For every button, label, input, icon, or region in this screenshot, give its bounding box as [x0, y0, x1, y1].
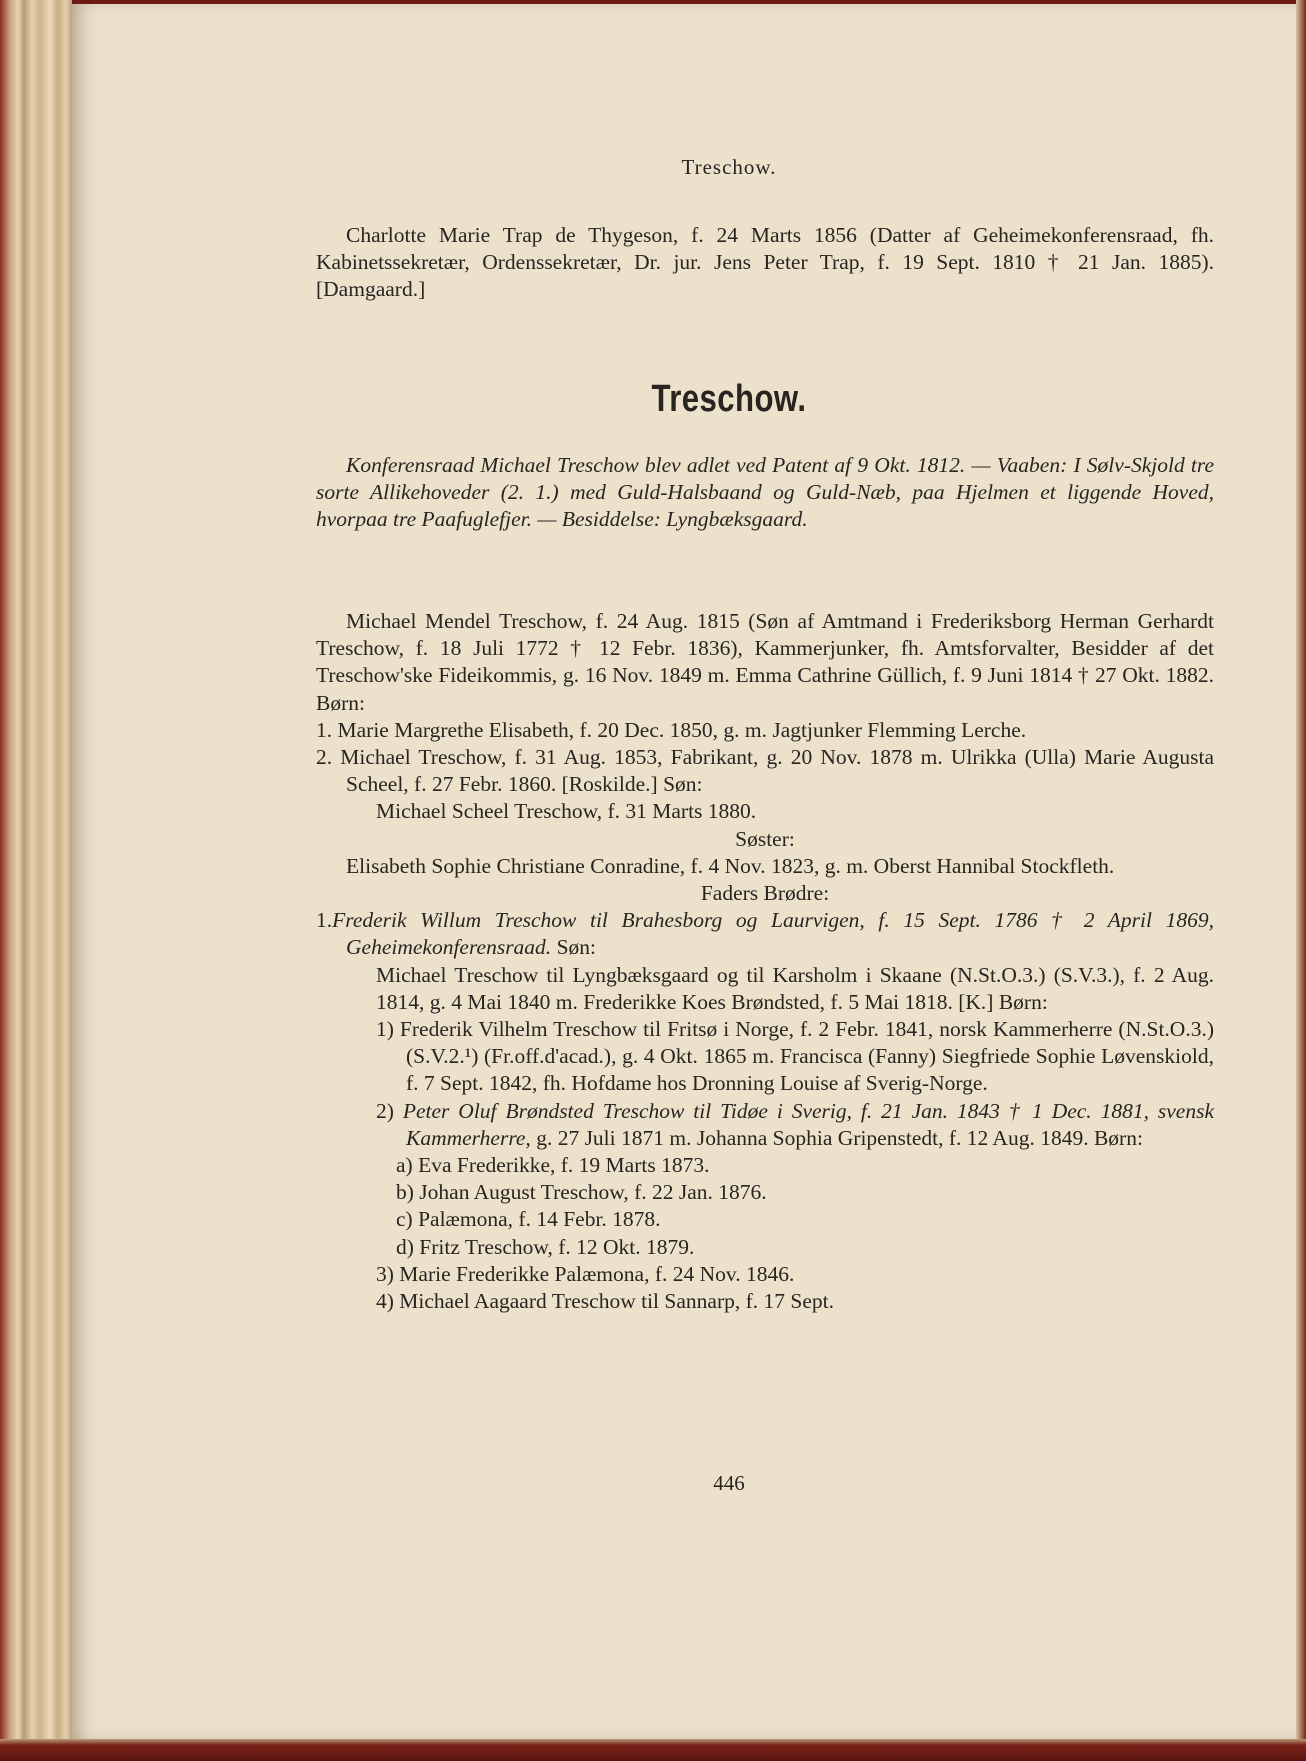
entry-child-1: 1. Marie Margrethe Elisabeth, f. 20 Dec. 1850, g. m. Jagtjunker Flemming Lerche. — [316, 717, 1027, 742]
uncle-1-rest: Søn: — [551, 935, 596, 960]
opening-paragraph — [316, 222, 1214, 304]
uncle-1-label: 1. — [316, 908, 333, 933]
entry-c2c: c) Palæmona, f. 14 Febr. 1878. — [396, 1207, 661, 1232]
entry-c3: 3) Marie Frederikke Palæmona, f. 24 Nov. 1846. — [376, 1261, 795, 1286]
section-title: Treschow. — [651, 378, 807, 420]
entry-c2 — [316, 1098, 1214, 1152]
sister-heading: Søster: — [735, 826, 795, 851]
entry-child-2: 2. Michael Treschow, f. 31 Aug. 1853, Fabrikant, g. 20 Nov. 1878 m. Ulrikka (Ulla) Marie Augusta Scheel, f. 27 Febr. 1860. [Roskilde.] Søn: — [316, 745, 1214, 797]
entry-c2b: b) Johan August Treschow, f. 22 Jan. 1876. — [396, 1180, 767, 1205]
entry-cousin: Michael Treschow til Lyngbæksgaard og til Karsholm i Skaane (N.St.O.3.) (S.V.3.), f. 2 Aug. 1814, g. 4 Mai 1840 m. Frederikke Koes Brøndsted, f. 5 Mai 1818. [K.] Børn: — [376, 962, 1214, 1014]
entry-uncle-1 — [316, 907, 1214, 961]
entry-grandson: Michael Scheel Treschow, f. 31 Marts 1880. — [376, 799, 757, 824]
entry-c4: 4) Michael Aagaard Treschow til Sannarp, f. 17 Sept. — [376, 1289, 834, 1314]
book-spine-edge — [0, 0, 72, 1761]
entry-michael-mendel: Michael Mendel Treschow, f. 24 Aug. 1815 (Søn af Amtmand i Frederiksborg Herman Gerhardt Treschow, f. 18 Juli 1772 † 12 Febr. 1836), Kammerjunker, fh. Amtsforvalter, Besidder af det Treschow'ske Fideikommis, g. 16 Nov. 1849 m. Emma Cathrine Güllich, f. 9 Juni 1814 † 27 Okt. 1882. Børn: — [316, 609, 1214, 715]
book-bottom-edge — [0, 1739, 1306, 1761]
entry-sister: Elisabeth Sophie Christiane Conradine, f. 4 Nov. 1823, g. m. Oberst Hannibal Stockfleth. — [346, 853, 1115, 878]
heraldry-text: Konferensraad Michael Treschow blev adlet ved Patent af 9 Okt. 1812. — Vaaben: I Sølv-Skjold tre sorte Allikehoveder (2. 1.) med Guld-Halsbaand og Guld-Næb, paa Hjelmen et liggende Hoved, hvorpaa tre Paafuglefjer. — Besiddelse: Lyngbæksgaard. — [316, 453, 1214, 532]
uncles-heading: Faders Brødre: — [700, 881, 830, 906]
page-number: 446 — [713, 1471, 745, 1495]
entry-c2a: a) Eva Frederikke, f. 19 Marts 1873. — [396, 1153, 710, 1178]
c2-italic: Peter Oluf Brøndsted Treschow til Tidøe i Sverig, f. 21 Jan. 1843 † 1 Dec. 1881, svensk Kammerherre, — [393, 1098, 1214, 1150]
genealogy-entries — [316, 608, 1214, 1315]
uncle-1-italic: Frederik Willum Treschow til Brahesborg og Laurvigen, f. 15 Sept. 1786 † 2 April 1869, Geheimekonferensraad. — [332, 908, 1214, 960]
heraldry-paragraph — [316, 452, 1214, 534]
book-page — [72, 4, 1296, 1739]
c2-rest: g. 27 Juli 1871 m. Johanna Sophia Gripenstedt, f. 12 Aug. 1849. Børn: — [530, 1125, 1143, 1150]
running-head: Treschow. — [681, 155, 777, 179]
entry-c1: 1) Frederik Vilhelm Treschow til Fritsø i Norge, f. 2 Febr. 1841, norsk Kammerherre (N.St.O.3.) (S.V.2.¹) (Fr.off.d'acad.), g. 4 Okt. 1865 m. Francisca (Fanny) Siegfriede Sophie Løvenskiold, f. 7 Sept. 1842, fh. Hofdame hos Dronning Louise af Sverig-Norge. — [376, 1017, 1214, 1096]
entry-c2d: d) Fritz Treschow, f. 12 Okt. 1879. — [396, 1234, 695, 1259]
c2-label: 2) — [376, 1098, 394, 1123]
page-right-edge — [1296, 0, 1306, 1761]
opening-text: Charlotte Marie Trap de Thygeson, f. 24 Marts 1856 (Datter af Geheimekonferensraad, fh. Kabinetssekretær, Ordenssekretær, Dr. jur. Jens Peter Trap, f. 19 Sept. 1810 † 21 Jan. 1885). [Damgaard.] — [316, 223, 1214, 302]
